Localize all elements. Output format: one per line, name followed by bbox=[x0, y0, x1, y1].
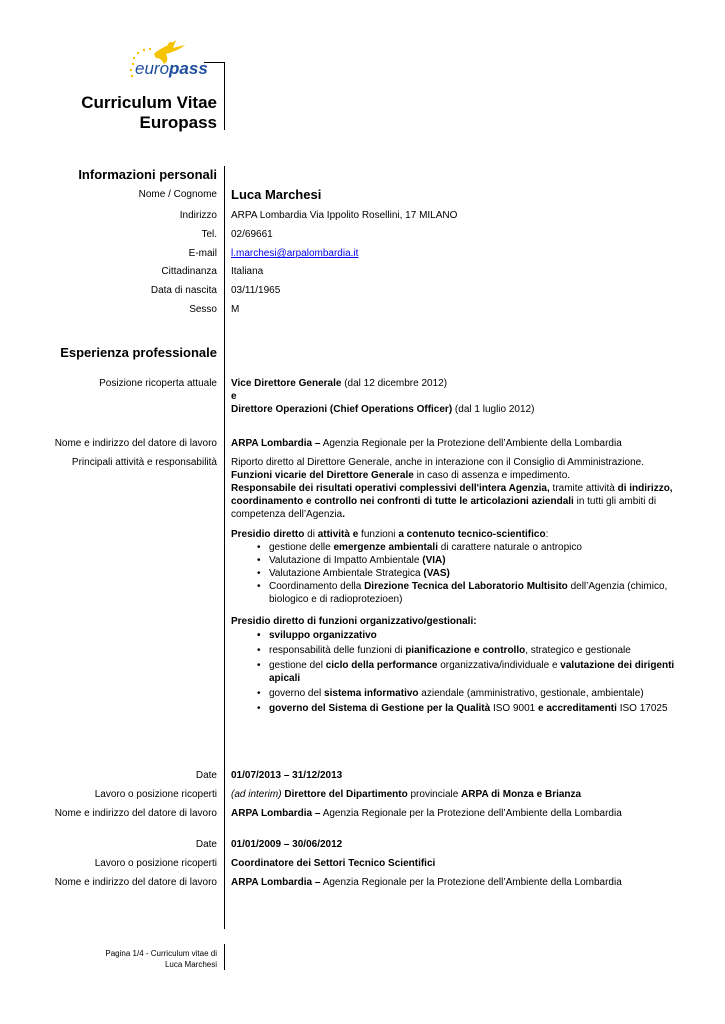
sex-value: M bbox=[231, 304, 240, 315]
tech-heading: Presidio diretto di attività e funzioni a contenuto tecnico-scientifico: bbox=[231, 529, 549, 540]
address-value: ARPA Lombardia Via Ippolito Rosellini, 17 MILANO bbox=[231, 210, 458, 221]
job2-employer: ARPA Lombardia – Agenzia Regionale per la Protezione dell’Ambiente della Lombardia bbox=[231, 877, 622, 888]
job1-date: 01/07/2013 – 31/12/2013 bbox=[231, 770, 343, 781]
full-name: Luca Marchesi bbox=[231, 187, 322, 202]
list-item: • governo del Sistema di Gestione per la Qualità ISO 9001 e accreditamenti ISO 17025 bbox=[231, 702, 701, 715]
tech-list bbox=[231, 541, 701, 606]
header-rule bbox=[224, 62, 225, 130]
job1-employer-label: Nome e indirizzo del datore di lavoro bbox=[54, 808, 217, 819]
cv-title: Curriculum Vitae Europass bbox=[81, 93, 217, 132]
experience-heading: Esperienza professionale bbox=[60, 345, 217, 360]
list-item: • gestione del ciclo della performance organizzativa/individuale e valutazione dei dirigenti apicali bbox=[231, 659, 701, 685]
phone-value: 02/69661 bbox=[231, 229, 273, 240]
name-label: Nome / Cognome bbox=[138, 189, 217, 200]
org-list bbox=[231, 629, 701, 715]
activities-value: Riporto diretto al Direttore Generale, anche in interazione con il Consiglio di Amministrazione. Funzioni vicarie del Direttore Generale in caso di assenza e impedimento. Responsabile dei risultati operativi complessivi dell'intera Agenzia, tramite attività di indirizzo, coordinamento e controllo nei confronti di tutte le articolazioni aziendali in tutti gli ambiti di competenza dell’Agenzia. Presidio diretto di attività e funzioni a contenuto tecnico-scientifico: • gestione delle emergenze ambientali di carattere naturale o antropico • Valutazione di Impatto Ambientale (VIA) • Valutazione Ambientale Strategica (VAS) • Coordinamento della Direzione Tecnica del Laboratorio Multisito dell’Agenzia (chimico, biologico e di radioprotezioen) Presidio diretto di funzioni organizzativo/gestionali: • sviluppo organizzativo • responsabilità delle funzioni di pianificazione e controllo, strategico e gestionale • gestione del ciclo della performance organizzativa/individuale e valutazione dei dirigenti apicali • governo del sistema informativo aziendale (amministrativo, gestionale, ambientale) • governo del Sistema di Gestione per la Qualità ISO 9001 e accreditamenti ISO 17025 bbox=[231, 456, 701, 715]
sex-label: Sesso bbox=[189, 304, 217, 315]
list-item: • sviluppo organizzativo bbox=[231, 629, 701, 642]
citizenship-value: Italiana bbox=[231, 266, 264, 277]
europass-logo bbox=[124, 36, 219, 82]
list-item: • responsabilità delle funzioni di pianificazione e controllo, strategico e gestionale bbox=[231, 644, 701, 657]
address-label: Indirizzo bbox=[179, 210, 217, 221]
job1-employer: ARPA Lombardia – Agenzia Regionale per la Protezione dell’Ambiente della Lombardia bbox=[231, 808, 622, 819]
personal-info-heading: Informazioni personali bbox=[78, 167, 217, 182]
activities-label: Principali attività e responsabilità bbox=[71, 457, 217, 468]
email-link[interactable]: l.marchesi@arpalombardia.it bbox=[231, 248, 359, 259]
job1-date-label: Date bbox=[195, 770, 217, 781]
list-item: • governo del sistema informativo aziendale (amministrativo, gestionale, ambientale) bbox=[231, 687, 701, 700]
citizenship-label: Cittadinanza bbox=[161, 266, 217, 277]
birthdate-value: 03/11/1965 bbox=[231, 285, 281, 296]
list-item: • Valutazione Ambientale Strategica (VAS) bbox=[231, 567, 701, 580]
job2-date: 01/01/2009 – 30/06/2012 bbox=[231, 839, 343, 850]
birthdate-label: Data di nascita bbox=[150, 285, 217, 296]
page-footer: Pagina 1/4 - Curriculum vitae di Luca Marchesi bbox=[105, 949, 217, 969]
list-item: • Coordinamento della Direzione Tecnica del Laboratorio Multisito dell’Agenzia (chimico, biologico e di radioprotezioen) bbox=[231, 580, 701, 606]
current-position-value: Vice Direttore Generale (dal 12 dicembre 2012) e Direttore Operazioni (Chief Operations Officer) (dal 1 luglio 2012) bbox=[231, 378, 535, 415]
footer-rule bbox=[224, 944, 225, 970]
job2-role-label: Lavoro o posizione ricoperti bbox=[94, 858, 217, 869]
phone-label: Tel. bbox=[201, 229, 217, 240]
current-position-label: Posizione ricoperta attuale bbox=[99, 378, 217, 389]
org-heading: Presidio diretto di funzioni organizzativo/gestionali: bbox=[231, 616, 477, 627]
list-item: • gestione delle emergenze ambientali di carattere naturale o antropico bbox=[231, 541, 701, 554]
job1-role: (ad interim) Direttore del Dipartimento provinciale ARPA di Monza e Brianza bbox=[231, 789, 582, 800]
email-value bbox=[231, 247, 701, 260]
job2-employer-label: Nome e indirizzo del datore di lavoro bbox=[54, 877, 217, 888]
email-label: E-mail bbox=[188, 248, 217, 259]
job1-role-label: Lavoro o posizione ricoperti bbox=[94, 789, 217, 800]
job2-role: Coordinatore dei Settori Tecnico Scientifici bbox=[231, 858, 436, 869]
job2-date-label: Date bbox=[195, 839, 217, 850]
logo-text: europass bbox=[135, 59, 208, 78]
list-item: • Valutazione di Impatto Ambientale (VIA) bbox=[231, 554, 701, 567]
body-rule bbox=[224, 166, 225, 929]
employer-value: ARPA Lombardia – Agenzia Regionale per la Protezione dell’Ambiente della Lombardia bbox=[231, 438, 622, 449]
employer-label: Nome e indirizzo del datore di lavoro bbox=[54, 438, 217, 449]
